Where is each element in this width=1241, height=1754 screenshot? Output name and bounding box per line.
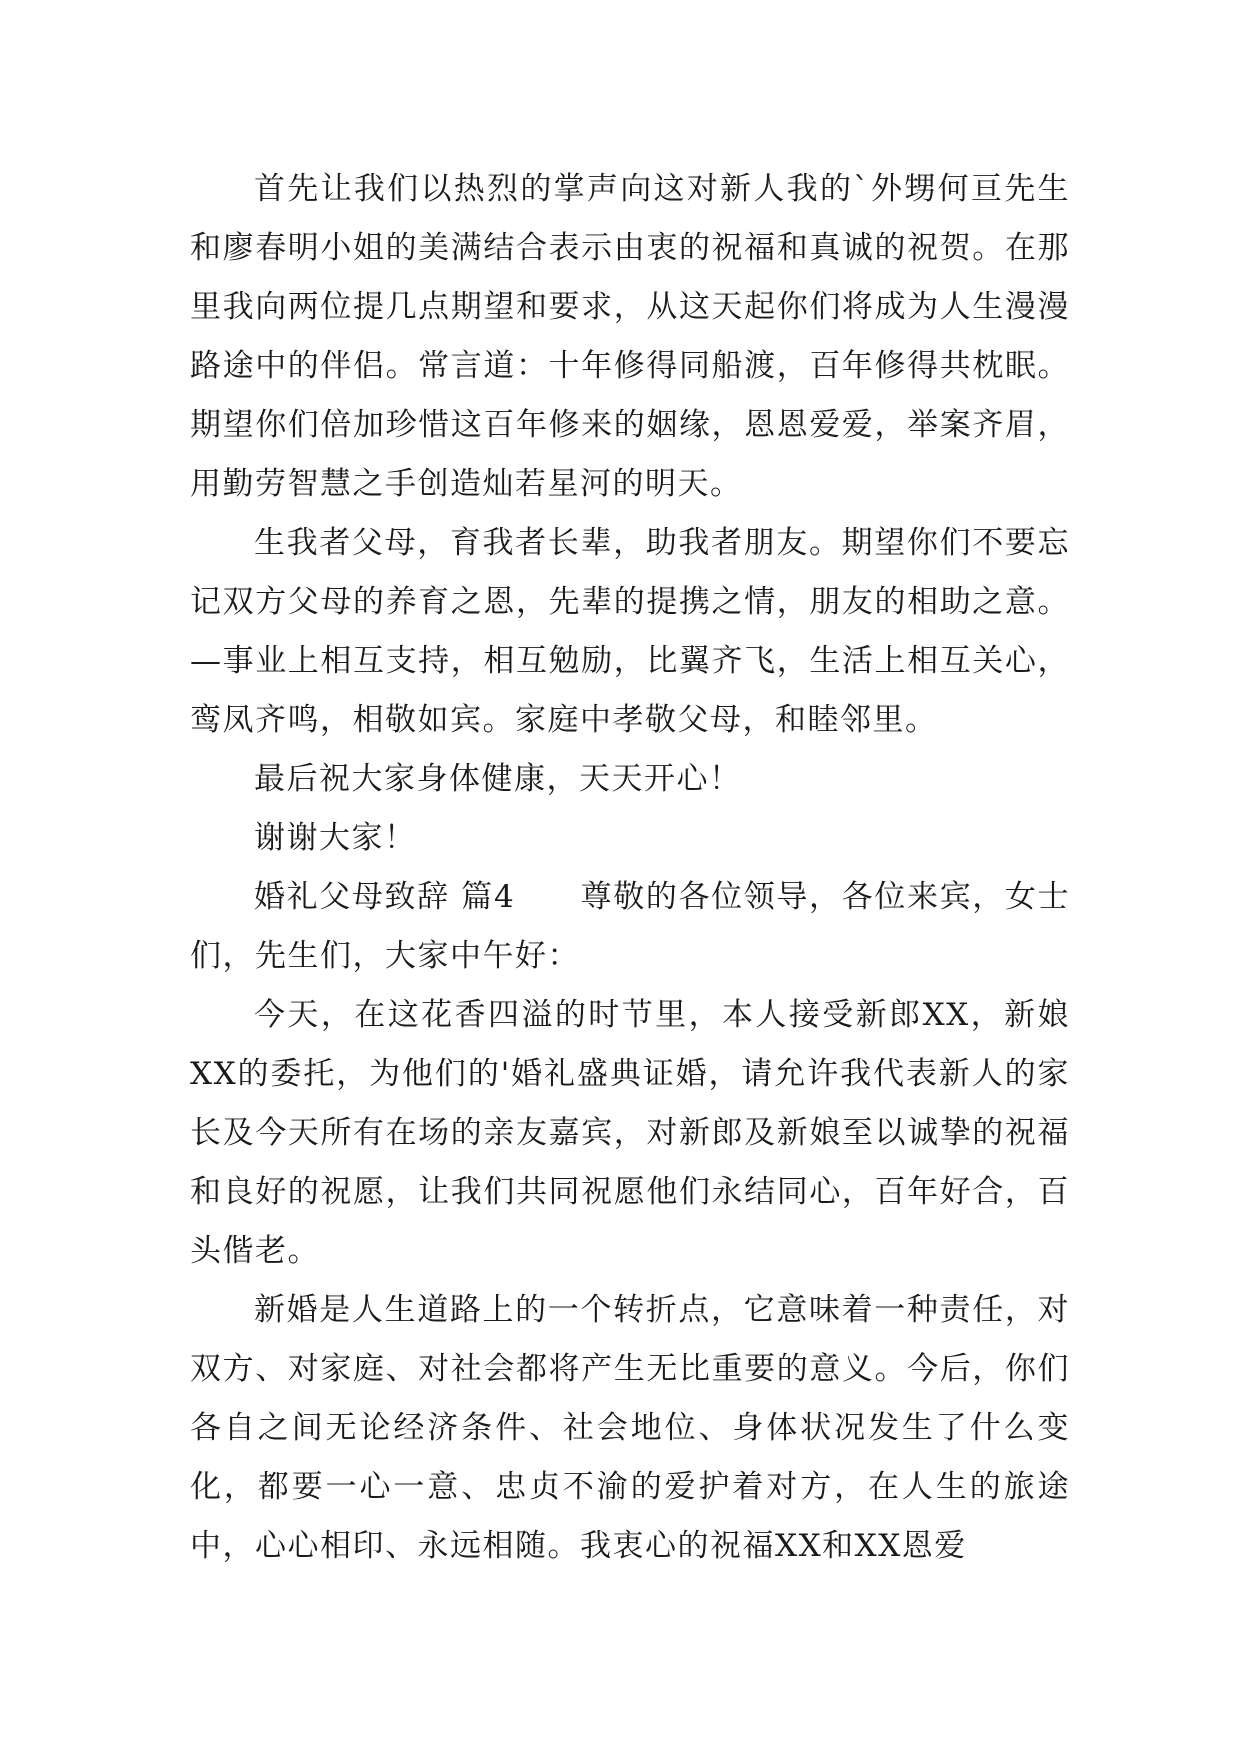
paragraph-congratulation: 首先让我们以热烈的掌声向这对新人我的`外甥何亘先生和廖春明小姐的美满结合表示由衷的祝福和真诚的祝贺。在那里我向两位提几点期望和要求，从这天起你们将成为人生漫漫路途中的伴侣。常言道：十年修得同船渡，百年修得共枕眠。期望你们倍加珍惜这百年修来的姻缘，恩恩爱爱，举案齐眉，用勤劳智慧之手创造灿若星河的明天。 [190, 171, 1070, 502]
paragraph-parents-gratitude: 生我者父母，育我者长辈，助我者朋友。期望你们不要忘记双方父母的养育之恩，先辈的提携之情，朋友的相助之意。—事业上相互支持，相互勉励，比翼齐飞，生活上相互关心，鸾凤齐鸣，相敬如宾。家庭中孝敬父母，和睦邻里。 [190, 525, 1070, 738]
document-body [190, 160, 1070, 1576]
paragraph-thanks: 谢谢大家！ [254, 820, 417, 856]
paragraph-marriage-meaning: 新婚是人生道路上的一个转折点，它意味着一种责任，对双方、对家庭、对社会都将产生无比重要的意义。今后，你们各自之间无论经济条件、社会地位、身体状况发生了什么变化，都要一心一意、忠贞不渝的爱护着对方，在人生的旅途中，心心相印、永远相随。我衷心的祝福XX和XX恩爱 [190, 1292, 1070, 1564]
paragraph-officiant-intro: 今天，在这花香四溢的时节里，本人接受新郎XX，新娘XX的委托，为他们的'婚礼盛典证婚，请允许我代表新人的家长及今天所有在场的亲友嘉宾，对新郎及新娘至以诚挚的祝福和良好的祝愿，让我们共同祝愿他们永结同心，百年好合，百头偕老。 [190, 997, 1070, 1269]
paragraph-section-heading: 婚礼父母致辞 篇4 尊敬的各位领导，各位来宾，女士们，先生们，大家中午好： [190, 879, 1070, 974]
paragraph-wishes: 最后祝大家身体健康，天天开心！ [254, 761, 742, 797]
